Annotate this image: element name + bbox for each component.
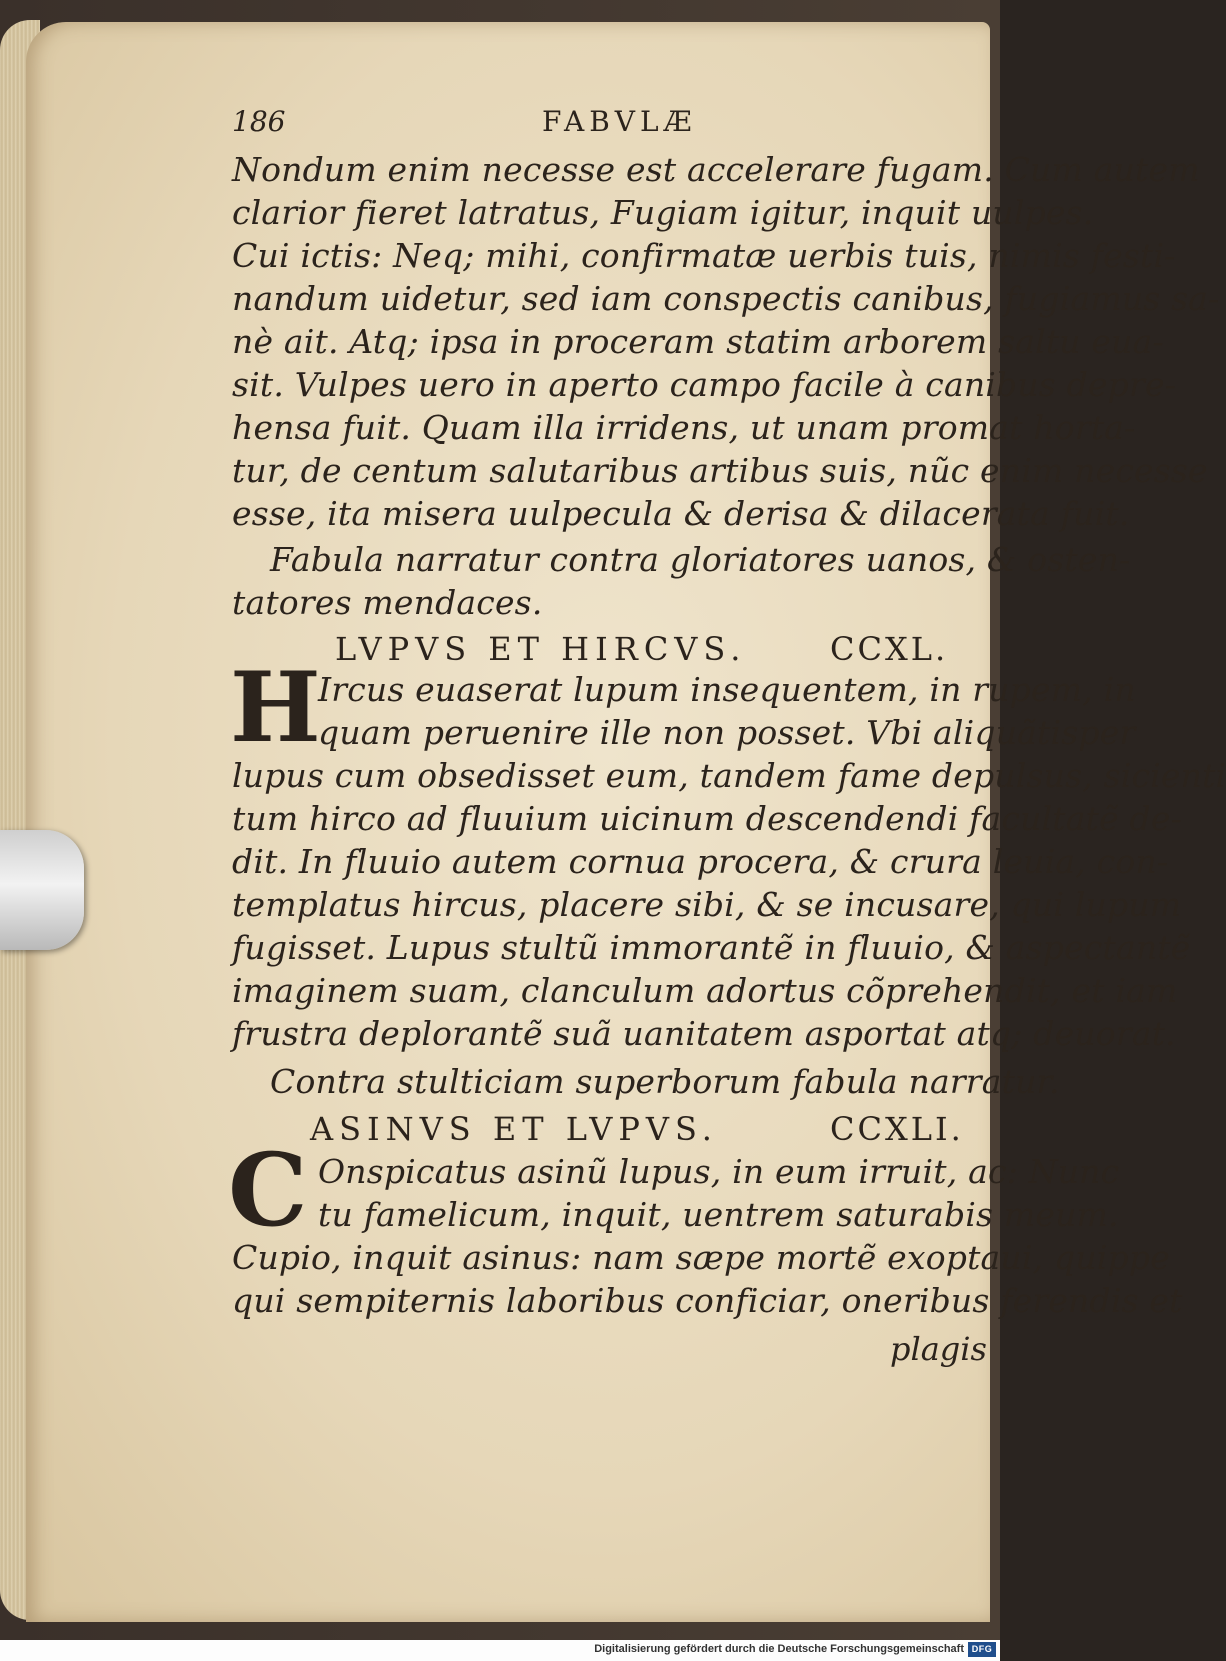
drop-cap-initial: C — [228, 1131, 308, 1249]
drop-cap-initial: H — [230, 651, 321, 764]
text-line: Onspicatus asinũ lupus, in eum irruit, ac: Nunc — [318, 1152, 1120, 1191]
text-line: tum hirco ad fluuium uicinum descendendi facultatẽ de- — [232, 799, 1182, 838]
moral-line: Contra stulticiam superborum fabula narratur. — [270, 1062, 1060, 1101]
text-line: tur, de centum salutaribus artibus suis, nũc enim necesse — [232, 451, 1208, 490]
fable-title: ASINVS ET LVPVS. — [310, 1110, 718, 1148]
text-line: Ircus euaserat lupum insequentem, in rupem, in — [318, 670, 1136, 709]
text-line: fugisset. Lupus stultũ immorantẽ in fluuio, & aspectantẽ — [232, 928, 1191, 967]
text-line: nè ait. Atq; ipsa in proceram statim arborem saltu eua- — [232, 322, 1164, 361]
footer-credit: Digitalisierung gefördert durch die Deutsche Forschungsgemeinschaft — [594, 1643, 964, 1655]
text-line: quam peruenire ille non posset. Vbi aliquãtisper — [318, 713, 1136, 752]
digitization-footer — [0, 1640, 1000, 1661]
text-line: hensa fuit. Quam illa irridens, ut unam promat horta- — [232, 408, 1136, 447]
text-line: esse, ita misera uulpecula & derisa & dilacerata fuit. — [232, 494, 1130, 533]
text-line: clarior fieret latratus, Fugiam igitur, inquit uulpes. — [232, 193, 1094, 232]
text-line: tu famelicum, inquit, uentrem saturabis meum. — [318, 1195, 1119, 1234]
running-title: FABVLÆ — [542, 105, 697, 138]
text-line: qui sempiternis laboribus conficiar, oneribus ferendis et — [232, 1281, 1183, 1320]
text-line: nandum uidetur, sed iam conspectis canibus, fugiamus sa- — [232, 279, 1220, 318]
catchword: plagis — [890, 1330, 987, 1368]
text-line: lupus cum obsedisset eum, tandem fame depulsus, sicienti — [232, 756, 1226, 795]
fable-numeral: CCXLI. — [830, 1110, 964, 1148]
book-clamp — [0, 830, 84, 950]
dfg-logo: DFG — [968, 1642, 996, 1657]
page-header — [232, 105, 972, 145]
text-line: frustra deplorantẽ suã uanitatem asportat atq; deuorat. — [232, 1014, 1176, 1053]
moral-line: Fabula narratur contra gloriatores uanos, & osten- — [270, 540, 1131, 579]
text-line: templatus hircus, placere sibi, & se incusare, qui lupum — [232, 885, 1182, 924]
text-line: Cui ictis: Neq; mihi, confirmatæ uerbis tuis, nimis festi- — [232, 236, 1176, 275]
fable-title: LVPVS ET HIRCVS. — [335, 630, 747, 668]
text-line: imaginem suam, clanculum adortus cõprehendit, et iam — [232, 971, 1178, 1010]
text-line: Nondum enim necesse est accelerare fugam. Cum autem — [232, 150, 1200, 189]
text-line: Cupio, inquit asinus: nam sæpe mortẽ exoptaui, quippe — [232, 1238, 1170, 1277]
moral-line: tatores mendaces. — [232, 583, 543, 622]
page-number: 186 — [232, 105, 286, 138]
fable-numeral: CCXL. — [830, 630, 949, 668]
text-line: sit. Vulpes uero in aperto campo facile à canibus depre- — [232, 365, 1177, 404]
text-line: dit. In fluuio autem cornua procera, & crura leuia, con- — [232, 842, 1169, 881]
